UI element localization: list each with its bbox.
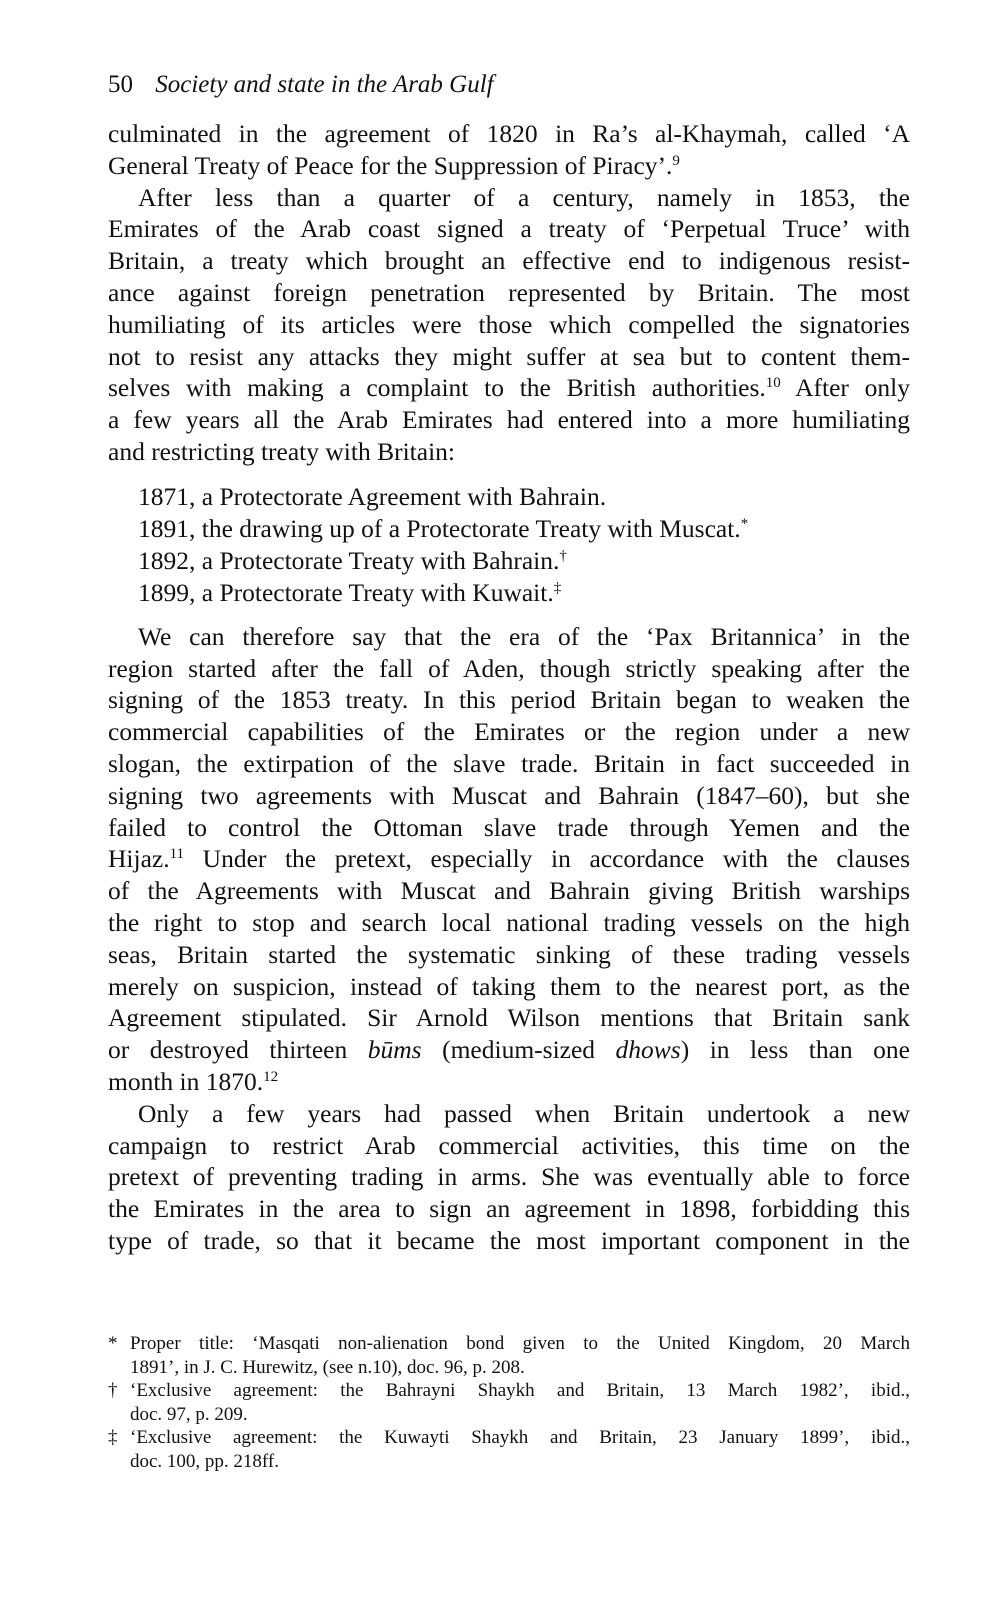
text-line: We can therefore say that the era of the ‘Pax Britannica’ in the xyxy=(138,621,910,651)
text-segment: After only xyxy=(780,373,910,403)
text-segment: (medium-sized xyxy=(421,1035,616,1065)
footnote-symbol: * xyxy=(108,1333,118,1354)
list-item-text: 1899, a Protectorate Treaty with Kuwait. xyxy=(138,577,554,607)
text-line: Britain, a treaty which brought an effective end to indigenous resist- xyxy=(108,246,910,276)
footnote-mark: † xyxy=(559,547,567,564)
text-line xyxy=(108,150,910,182)
text-line: Only a few years had passed when Britain undertook a new xyxy=(138,1098,910,1128)
running-title: Society and state in the Arab Gulf xyxy=(155,71,494,98)
text-segment: or destroyed thirteen xyxy=(108,1035,368,1065)
page-number: 50 xyxy=(108,71,133,98)
text-line: pretext of preventing trading in arms. She was eventually able to force xyxy=(108,1162,910,1192)
italic-term: būms xyxy=(367,1035,422,1065)
text-line xyxy=(108,1034,910,1066)
footnote-ref: 10 xyxy=(765,375,781,392)
text-line: the Emirates in the area to sign an agreement in 1898, forbidding this xyxy=(108,1194,910,1224)
footnote-symbol: † xyxy=(108,1380,118,1401)
list-item xyxy=(138,513,910,545)
footnote-ref: 9 xyxy=(672,152,680,169)
text-line: Emirates of the Arab coast signed a treaty of ‘Perpetual Truce’ with xyxy=(108,214,910,244)
text-segment: General Treaty of Peace for the Suppression of Piracy’. xyxy=(108,150,673,180)
text-line: type of trade, so that it became the most important component in the xyxy=(108,1225,910,1255)
text-line: the right to stop and search local national trading vessels on the high xyxy=(108,907,910,937)
italic-term: dhows xyxy=(615,1035,681,1065)
text-segment: month in 1870. xyxy=(108,1066,264,1096)
text-segment: Under the pretext, especially in accordance with the clauses xyxy=(184,844,910,874)
text-segment: Hijaz. xyxy=(108,844,170,874)
footnote-line: ‘Exclusive agreement: the Kuwayti Shaykh and Britain, 23 January 1899’, ibid., xyxy=(130,1427,910,1448)
footnote-symbol: ‡ xyxy=(108,1427,118,1448)
text-segment: selves with making a complaint to the British authorities. xyxy=(108,373,766,403)
text-line: After less than a quarter of a century, namely in 1853, the xyxy=(138,182,910,212)
text-segment: ) in less than one xyxy=(680,1035,910,1065)
footnote xyxy=(108,1332,910,1379)
footnotes xyxy=(108,1332,910,1473)
list-item xyxy=(138,577,910,609)
text-line: region started after the fall of Aden, though strictly speaking after the xyxy=(108,653,910,683)
list-item-text: 1891, the drawing up of a Protectorate Treaty with Muscat. xyxy=(138,513,741,543)
footnote-line: ‘Exclusive agreement: the Bahrayni Shaykh and Britain, 13 March 1982’, ibid., xyxy=(130,1380,910,1401)
list-item-text: 1871, a Protectorate Agreement with Bahrain. xyxy=(138,481,607,511)
footnote-line: 1891’, in J. C. Hurewitz, (see n.10), doc. 96, p. 208. xyxy=(130,1356,525,1378)
text-line: signing two agreements with Muscat and Bahrain (1847–60), but she xyxy=(108,780,910,810)
text-line: of the Agreements with Muscat and Bahrain giving British warships xyxy=(108,876,910,906)
text-line: seas, Britain started the systematic sinking of these trading vessels xyxy=(108,939,910,969)
text-line: culminated in the agreement of 1820 in Ra’s al-Khaymah, called ‘A xyxy=(108,119,910,148)
text-line xyxy=(108,1066,910,1098)
text-line xyxy=(108,843,910,875)
footnote-ref: 11 xyxy=(169,846,185,863)
text-line: failed to control the Ottoman slave trade through Yemen and the xyxy=(108,812,910,842)
footnote-ref: 12 xyxy=(263,1068,279,1085)
running-head xyxy=(108,68,494,102)
footnote xyxy=(108,1426,910,1473)
text-line: merely on suspicion, instead of taking them to the nearest port, as the xyxy=(108,971,910,1001)
text-line: not to resist any attacks they might suffer at sea but to content them- xyxy=(108,341,910,371)
text-line: commercial capabilities of the Emirates or the region under a new xyxy=(108,717,910,747)
list-item xyxy=(138,545,910,577)
list-item xyxy=(138,481,910,513)
footnote-line: doc. 97, p. 209. xyxy=(130,1403,248,1425)
text-line: Agreement stipulated. Sir Arnold Wilson mentions that Britain sank xyxy=(108,1003,910,1033)
text-line xyxy=(108,372,910,404)
text-line: ance against foreign penetration represented by Britain. The most xyxy=(108,277,910,307)
treaty-list xyxy=(138,481,910,609)
footnote-line: Proper title: ‘Masqati non-alienation bond given to the United Kingdom, 20 March xyxy=(130,1333,910,1354)
body-text xyxy=(108,118,910,1257)
text-line: campaign to restrict Arab commercial activities, this time on the xyxy=(108,1130,910,1160)
footnote-mark: ‡ xyxy=(553,579,562,596)
footnote-mark: * xyxy=(740,515,749,532)
footnote xyxy=(108,1379,910,1426)
list-item-text: 1892, a Protectorate Treaty with Bahrain. xyxy=(138,545,560,575)
text-line: humiliating of its articles were those which compelled the signatories xyxy=(108,309,910,339)
text-line: a few years all the Arab Emirates had entered into a more humiliating xyxy=(108,405,910,435)
text-line: signing of the 1853 treaty. In this period Britain began to weaken the xyxy=(108,685,910,715)
text-line: and restricting treaty with Britain: xyxy=(108,436,455,466)
footnote-line: doc. 100, pp. 218ff. xyxy=(130,1450,279,1472)
text-line: slogan, the extirpation of the slave trade. Britain in fact succeeded in xyxy=(108,748,910,778)
